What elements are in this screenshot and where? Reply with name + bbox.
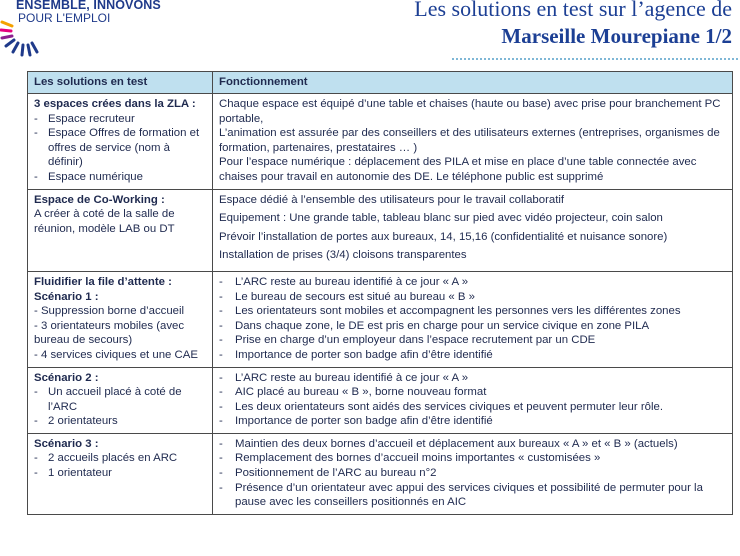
table-row bbox=[28, 189, 733, 271]
list-item: - Maintien des deux bornes d’accueil et déplacement aux bureaux « A » et « B » (actuels) bbox=[219, 437, 678, 450]
logo bbox=[0, 0, 170, 60]
description-line: Equipement : Une grande table, tableau blanc sur pied avec vidéo projecteur, coin salon bbox=[219, 212, 663, 225]
title-underline bbox=[452, 58, 738, 60]
page-title-line2: Marseille Mourepiane 1/2 bbox=[501, 24, 732, 48]
list-item: - Espace recruteur bbox=[34, 112, 135, 125]
list-item: - 2 accueils placés en ARC bbox=[34, 452, 178, 465]
page-title bbox=[414, 0, 732, 50]
page-title-line1: Les solutions en test sur l’agence de bbox=[414, 0, 732, 21]
list-item: - Remplacement des bornes d’accueil moins importantes « customisées » bbox=[219, 452, 601, 465]
list-item: - 2 orientateurs bbox=[34, 415, 118, 428]
solution-cell bbox=[28, 94, 213, 190]
scenario-title: Scénario 3 : bbox=[34, 437, 99, 450]
list-item: - Prise en charge d’un employeur dans l’espace recrutement par un CDE bbox=[219, 334, 596, 347]
column-header-solutions: Les solutions en test bbox=[28, 72, 213, 94]
description-line: Chaque espace est équipé d’une table et chaises (haute ou base) avec prise pour branchement PC portable, bbox=[219, 98, 721, 125]
logo-text-line1: ENSEMBLE, INNOVONS bbox=[16, 0, 161, 12]
description-cell bbox=[213, 271, 733, 367]
description-cell bbox=[213, 367, 733, 433]
description-line: Installation de prises (3/4) cloisons transparentes bbox=[219, 249, 467, 262]
solution-title: Fluidifier la file d’attente : bbox=[34, 275, 172, 288]
description-line: Espace dédié à l’ensemble des utilisateurs pour le travail collaboratif bbox=[219, 193, 565, 206]
list-item: - 3 orientateurs mobiles (avec bureau de secours) bbox=[34, 319, 185, 347]
list-item: - 1 orientateur bbox=[34, 467, 112, 480]
table-row bbox=[28, 271, 733, 367]
logo-text-line2: POUR L'EMPLOI bbox=[18, 11, 111, 25]
table-row bbox=[28, 433, 733, 514]
list-item: - L’ARC reste au bureau identifié à ce jour « A » bbox=[219, 371, 469, 384]
list-item: - Importance de porter son badge afin d’être identifié bbox=[219, 415, 493, 428]
solution-title: 3 espaces crées dans la ZLA : bbox=[34, 98, 196, 110]
solution-cell bbox=[28, 433, 213, 514]
solution-cell bbox=[28, 271, 213, 367]
solution-text: A créer à coté de la salle de réunion, modèle LAB ou DT bbox=[34, 208, 175, 235]
scenario-title: Scénario 2 : bbox=[34, 371, 99, 384]
list-item: - Suppression borne d’accueil bbox=[34, 305, 185, 318]
table-row bbox=[28, 94, 733, 190]
list-item: - Espace numérique bbox=[34, 170, 143, 183]
solution-cell bbox=[28, 367, 213, 433]
list-item: - Importance de porter son badge afin d’être identifié bbox=[219, 348, 493, 361]
scenario-title: Scénario 1 : bbox=[34, 290, 99, 303]
list-item: - Présence d’un orientateur avec appui des services civiques et possibilité de permuter pour la pause avec les conseillers positionnés en AIC bbox=[219, 481, 703, 509]
list-item: - Le bureau de secours est situé au bureau « B » bbox=[219, 290, 475, 303]
solution-title: Espace de Co-Working : bbox=[34, 193, 165, 206]
list-item: - Positionnement de l’ARC au bureau n°2 bbox=[219, 467, 437, 480]
description-cell bbox=[213, 94, 733, 190]
description-cell bbox=[213, 433, 733, 514]
list-item: - Espace Offres de formation et offres de service (nom à définir) bbox=[34, 127, 200, 169]
description-cell bbox=[213, 189, 733, 271]
list-item: - AIC placé au bureau « B », borne nouveau format bbox=[219, 386, 487, 399]
list-item: - Dans chaque zone, le DE est pris en charge pour un service civique en zone PILA bbox=[219, 319, 650, 332]
description-line: Pour l’espace numérique : déplacement des PILA et mise en place d’une table connectée avec chaises pour travail en autonomie des DE. Le téléphone public est supprimé bbox=[219, 156, 697, 183]
description-line: Prévoir l’installation de portes aux bureaux, 14, 15,16 (confidentialité et nuisance sonore) bbox=[219, 230, 668, 243]
list-item: - L’ARC reste au bureau identifié à ce jour « A » bbox=[219, 275, 469, 288]
solution-cell bbox=[28, 189, 213, 271]
column-header-fonctionnement: Fonctionnement bbox=[213, 72, 733, 94]
table-row bbox=[28, 367, 733, 433]
table-header-row bbox=[28, 72, 733, 94]
list-item: - Les deux orientateurs sont aidés des services civiques et peuvent permuter leur rôle. bbox=[219, 400, 664, 413]
solutions-table bbox=[27, 71, 733, 515]
list-item: - 4 services civiques et une CAE bbox=[34, 348, 198, 361]
list-item: - Les orientateurs sont mobiles et accompagnent les personnes vers les différentes zones bbox=[219, 305, 681, 318]
list-item: - Un accueil placé à coté de l’ARC bbox=[34, 386, 182, 413]
description-line: L’animation est assurée par des conseillers et des utilisateurs externes (entreprises, organismes de formation, partenaires, prestataires … ) bbox=[219, 127, 720, 154]
